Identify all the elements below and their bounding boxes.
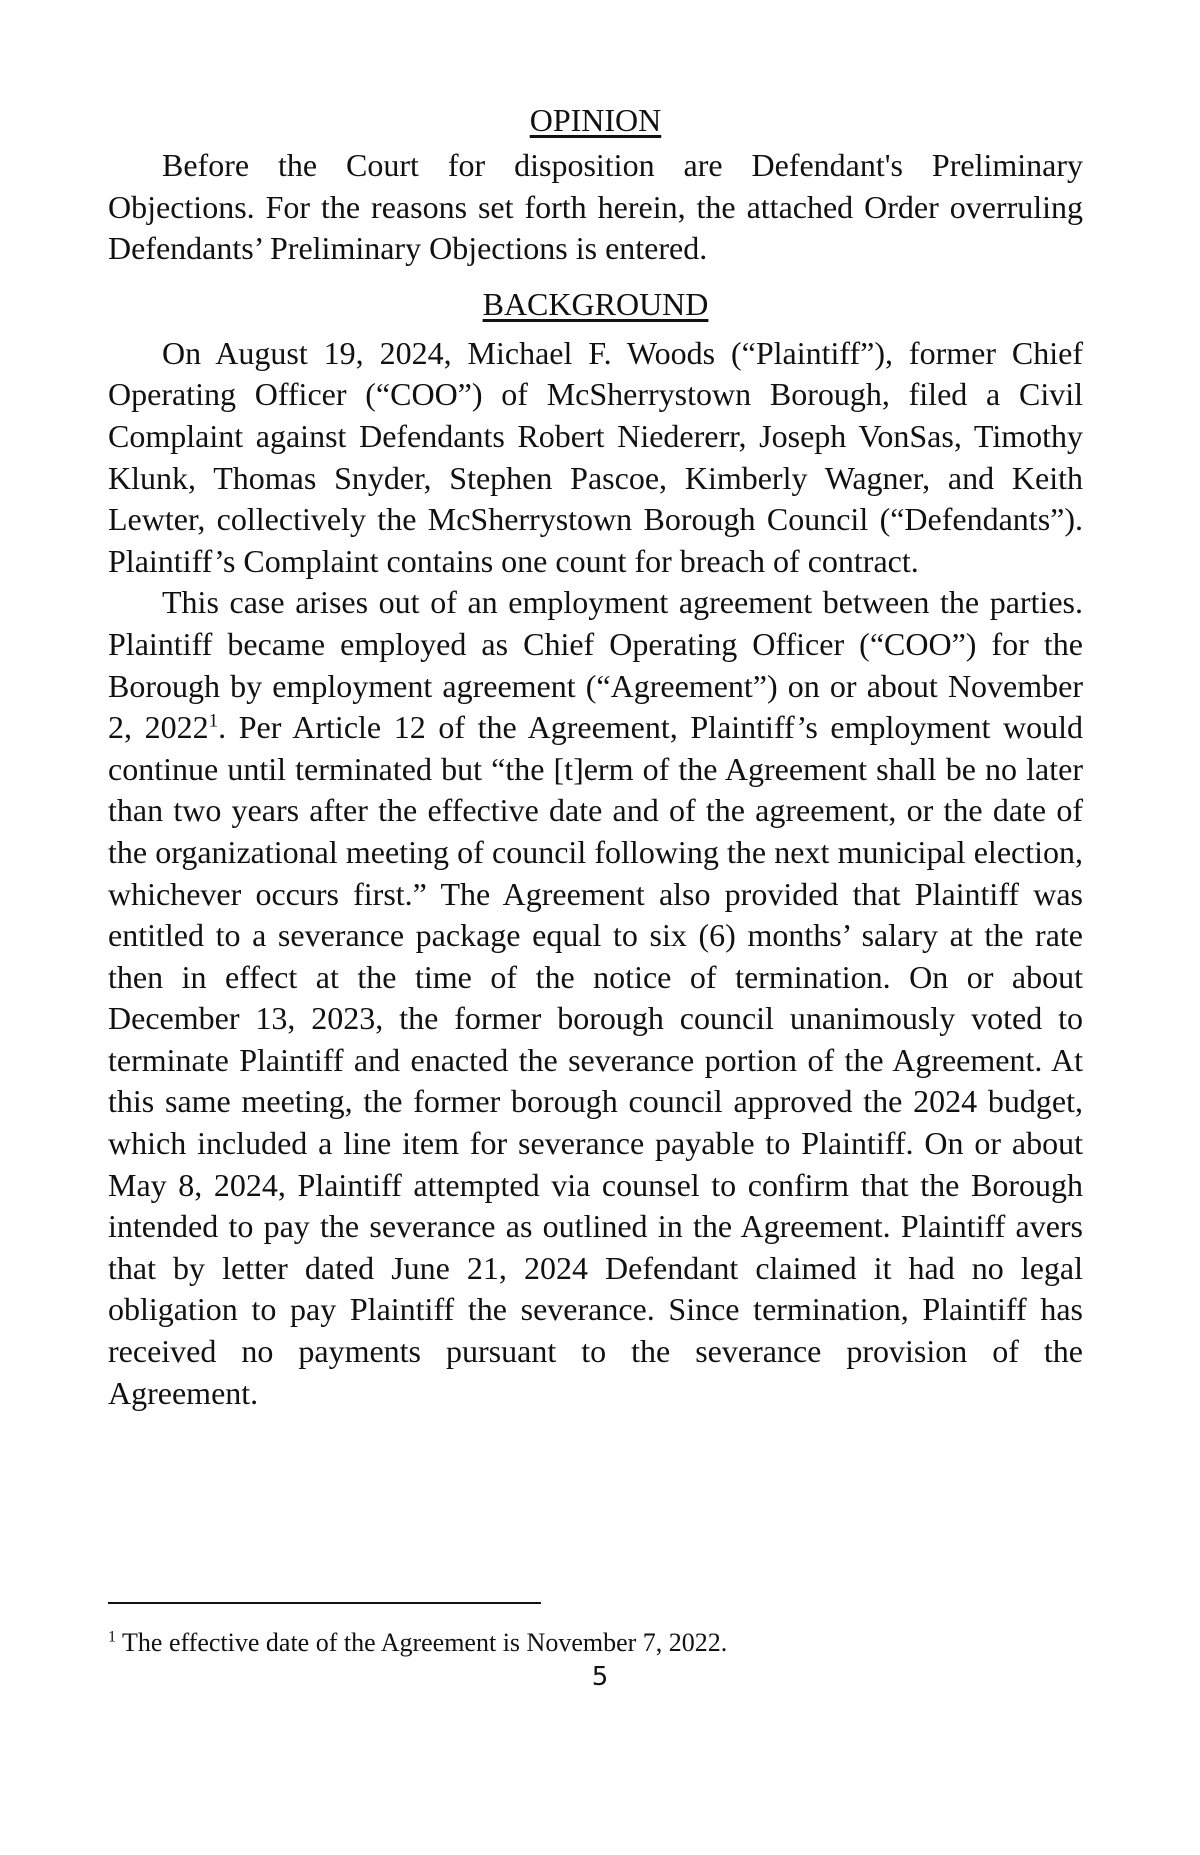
- background-paragraph-2: [108, 582, 1083, 1414]
- opinion-heading: OPINION: [529, 102, 662, 138]
- footnote-reference: 1: [208, 710, 219, 732]
- background-paragraph-1: On August 19, 2024, Michael F. Woods (“Plaintiff”), former Chief Operating Officer (“COO”) of McSherrystown Borough, filed a Civil Complaint against Defendants Robert Niedererr, Joseph VonSas, Timothy Klunk, Thomas Snyder, Stephen Pascoe, Kimberly Wagner, and Keith Lewter, collectively the McSherrystown Borough Council (“Defendants”). Plaintiff’s Complaint contains one count for breach of contract.: [108, 334, 1083, 579]
- background-paragraph-2-part-1: This case arises out of an employment agreement between the parties. Plaintiff became employed as Chief Operating Officer (“COO”) for the Borough by employment agreement (“Agreement”) on or about November 2, 2022: [108, 584, 1083, 746]
- background-paragraph-2-part-2: . Per Article 12 of the Agreement, Plaintiff’s employment would continue until terminated but “the [t]erm of the Agreement shall be no later than two years after the effective date and of the agreement, or the date of the organizational meeting of council following the next municipal election, whichever occurs first.” The Agreement also provided that Plaintiff was entitled to a severance package equal to six (6) months’ salary at the rate then in effect at the time of the notice of termination. On or about December 13, 2023, the former borough council unanimously voted to terminate Plaintiff and enacted the severance portion of the Agreement. At this same meeting, the former borough council approved the 2024 budget, which included a line item for severance payable to Plaintiff. On or about May 8, 2024, Plaintiff attempted via counsel to confirm that the Borough intended to pay the severance as outlined in the Agreement. Plaintiff avers that by letter dated June 21, 2024 Defendant claimed it had no legal obligation to pay Plaintiff the severance. Since termination, Plaintiff has received no payments pursuant to the severance provision of the Agreement.: [108, 709, 1083, 1411]
- footnote-separator: [108, 1602, 541, 1604]
- page-number: 5: [591, 1662, 609, 1692]
- body-text: [108, 100, 1083, 1414]
- footnote-marker: 1: [108, 1628, 116, 1646]
- opinion-paragraph: Before the Court for disposition are Defendant's Preliminary Objections. For the reasons set forth herein, the attached Order overruling Defendants’ Preliminary Objections is entered.: [108, 147, 1083, 267]
- background-heading: BACKGROUND: [482, 285, 709, 322]
- footnote-text: The effective date of the Agreement is November 7, 2022.: [116, 1628, 728, 1657]
- footnote: [108, 1627, 1083, 1659]
